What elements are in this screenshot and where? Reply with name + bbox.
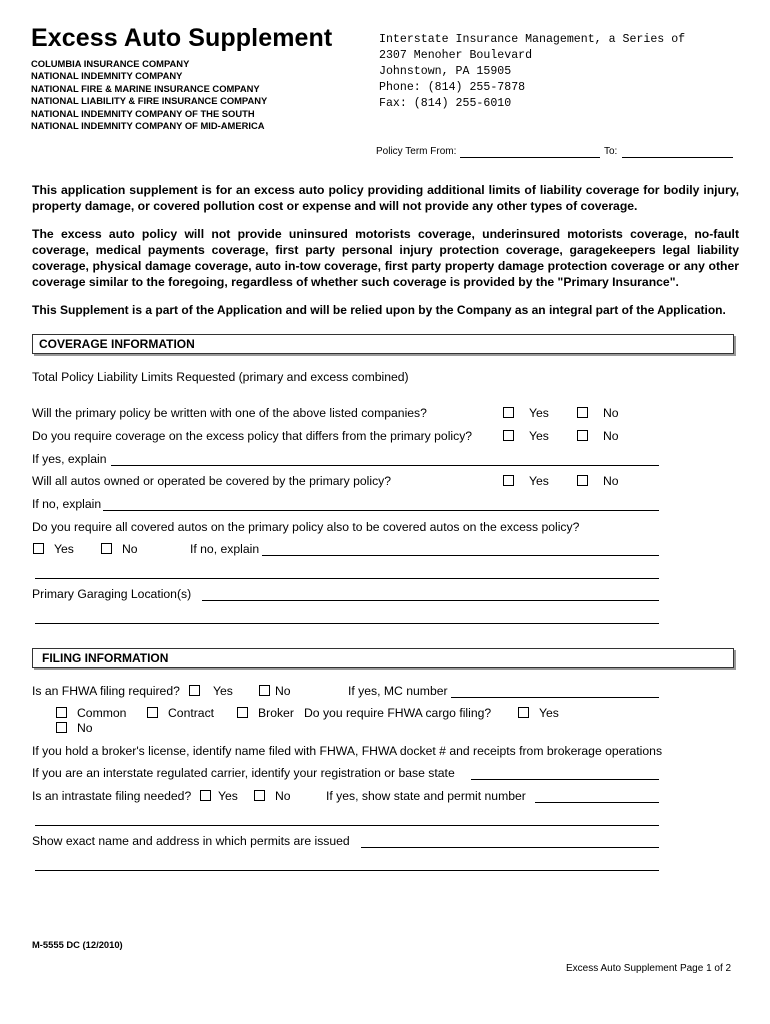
broker-checkbox[interactable] [237,707,248,718]
agency-address [379,32,701,112]
state-permit-field-continued[interactable] [35,825,659,826]
garaging-field[interactable] [202,600,659,601]
agency-line: Fax: (814) 255-6010 [379,97,512,110]
state-permit-label: If yes, show state and permit number [326,789,526,803]
filing-section-title: FILING INFORMATION [42,651,169,665]
company-name: NATIONAL INDEMNITY COMPANY OF MID-AMERICA [31,120,265,132]
state-permit-field[interactable] [535,802,659,803]
yes-label: Yes [218,789,238,803]
base-state-field[interactable] [471,779,659,780]
policy-term-to-field[interactable] [622,157,733,158]
form-title: Excess Auto Supplement [31,24,333,52]
company-list [31,58,267,132]
question-autos-covered: Will all autos owned or operated be covered by the primary policy? [32,474,392,488]
coverage-section-title: COVERAGE INFORMATION [39,337,195,351]
company-name: NATIONAL LIABILITY & FIRE INSURANCE COMPANY [31,95,268,107]
q3-yes-checkbox[interactable] [503,475,514,486]
q2-no-checkbox[interactable] [577,430,588,441]
yes-label: Yes [539,706,559,720]
yes-label: Yes [213,684,233,698]
q4-yes-checkbox[interactable] [33,543,44,554]
mc-number-field[interactable] [451,697,659,698]
yes-label: Yes [54,542,74,556]
intro-paragraph-3: This Supplement is a part of the Application and will be relied upon by the Company as an integral part of the Application. [32,303,726,317]
company-name: NATIONAL FIRE & MARINE INSURANCE COMPANY [31,82,260,94]
company-name: NATIONAL INDEMNITY COMPANY [31,70,183,82]
q1-yes-checkbox[interactable] [503,407,514,418]
no-label: No [122,542,138,556]
cargo-yes-checkbox[interactable] [518,707,529,718]
filing-section-header [32,648,734,668]
cargo-no-checkbox[interactable] [56,722,67,733]
garaging-field-continued[interactable] [35,623,659,624]
yes-label: Yes [529,474,549,488]
q2-yes-checkbox[interactable] [503,430,514,441]
q4-explain-field-continued[interactable] [35,578,659,579]
policy-term-from-label: Policy Term From: [376,146,457,157]
question-primary-company: Will the primary policy be written with one of the above listed companies? [32,406,427,420]
yes-label: Yes [529,406,549,420]
yes-label: Yes [529,429,549,443]
policy-term-from-field[interactable] [460,157,600,158]
fhwa-yes-checkbox[interactable] [189,685,200,696]
agency-line: Phone: (814) 255-7878 [379,81,526,94]
page-number: Excess Auto Supplement Page 1 of 2 [566,963,732,974]
q3-explain-label: If no, explain [32,497,102,511]
limits-label: Total Policy Liability Limits Requested (primary and excess combined) [32,370,409,384]
q4-no-checkbox[interactable] [101,543,112,554]
question-covered-autos-excess: Do you require all covered autos on the primary policy also to be covered autos on the excess policy? [32,520,580,534]
contract-label: Contract [168,706,215,720]
q4-explain-label: If no, explain [190,542,260,556]
no-label: No [275,789,291,803]
permits-name-address-field[interactable] [361,847,659,848]
company-name: NATIONAL INDEMNITY COMPANY OF THE SOUTH [31,107,255,119]
question-differing-coverage: Do you require coverage on the excess policy that differs from the primary policy? [32,429,473,443]
permits-name-address-field-continued[interactable] [35,870,659,871]
permits-name-address-label: Show exact name and address in which permits are issued [32,834,350,848]
no-label: No [603,406,619,420]
q3-explain-field[interactable] [103,510,659,511]
no-label: No [275,684,291,698]
common-label: Common [77,706,127,720]
no-label: No [603,474,619,488]
no-label: No [77,721,93,735]
form-code: M-5555 DC (12/2010) [32,939,123,950]
intrastate-yes-checkbox[interactable] [200,790,211,801]
question-cargo-filing: Do you require FHWA cargo filing? [304,706,492,720]
q2-explain-field[interactable] [111,465,659,466]
question-broker-license: If you hold a broker's license, identify name filed with FHWA, FHWA docket # and receipts from brokerage operations [32,744,663,758]
policy-term-to-label: To: [604,146,618,157]
intro-paragraph-2: The excess auto policy will not provide uninsured motorists coverage, underinsured motorists coverage, no-fault coverage, medical payments coverage, first party personal injury protection coverage, garagekeepers legal liability coverage, physical damage coverage, auto in-tow coverage, first party property damage protection coverage or any other coverage similar to the foregoing, regardless of whether such coverage is provided by the "Primary Insurance". [32,227,739,289]
coverage-section-header [32,334,734,354]
intrastate-no-checkbox[interactable] [254,790,265,801]
agency-line: Johnstown, PA 15905 [379,65,512,78]
question-intrastate-filing: Is an intrastate filing needed? [32,789,192,803]
no-label: No [603,429,619,443]
q4-explain-field[interactable] [262,555,659,556]
question-interstate-carrier: If you are an interstate regulated carrier, identify your registration or base state [32,766,455,780]
question-fhwa-filing: Is an FHWA filing required? [32,684,180,698]
q2-explain-label: If yes, explain [32,452,107,466]
contract-checkbox[interactable] [147,707,158,718]
broker-label: Broker [258,706,294,720]
q3-no-checkbox[interactable] [577,475,588,486]
intro-paragraph-1: This application supplement is for an excess auto policy providing additional limits of liability coverage for bodily injury, property damage, or covered pollution cost or expense and will not provide any other types of coverage. [32,183,739,213]
q1-no-checkbox[interactable] [577,407,588,418]
company-name: COLUMBIA INSURANCE COMPANY [31,58,190,69]
agency-line: 2307 Menoher Boulevard [379,49,533,62]
garaging-label: Primary Garaging Location(s) [32,587,192,601]
common-checkbox[interactable] [56,707,67,718]
fhwa-no-checkbox[interactable] [259,685,270,696]
mc-number-label: If yes, MC number [348,684,448,698]
agency-line: Interstate Insurance Management, a Series of [379,33,686,46]
